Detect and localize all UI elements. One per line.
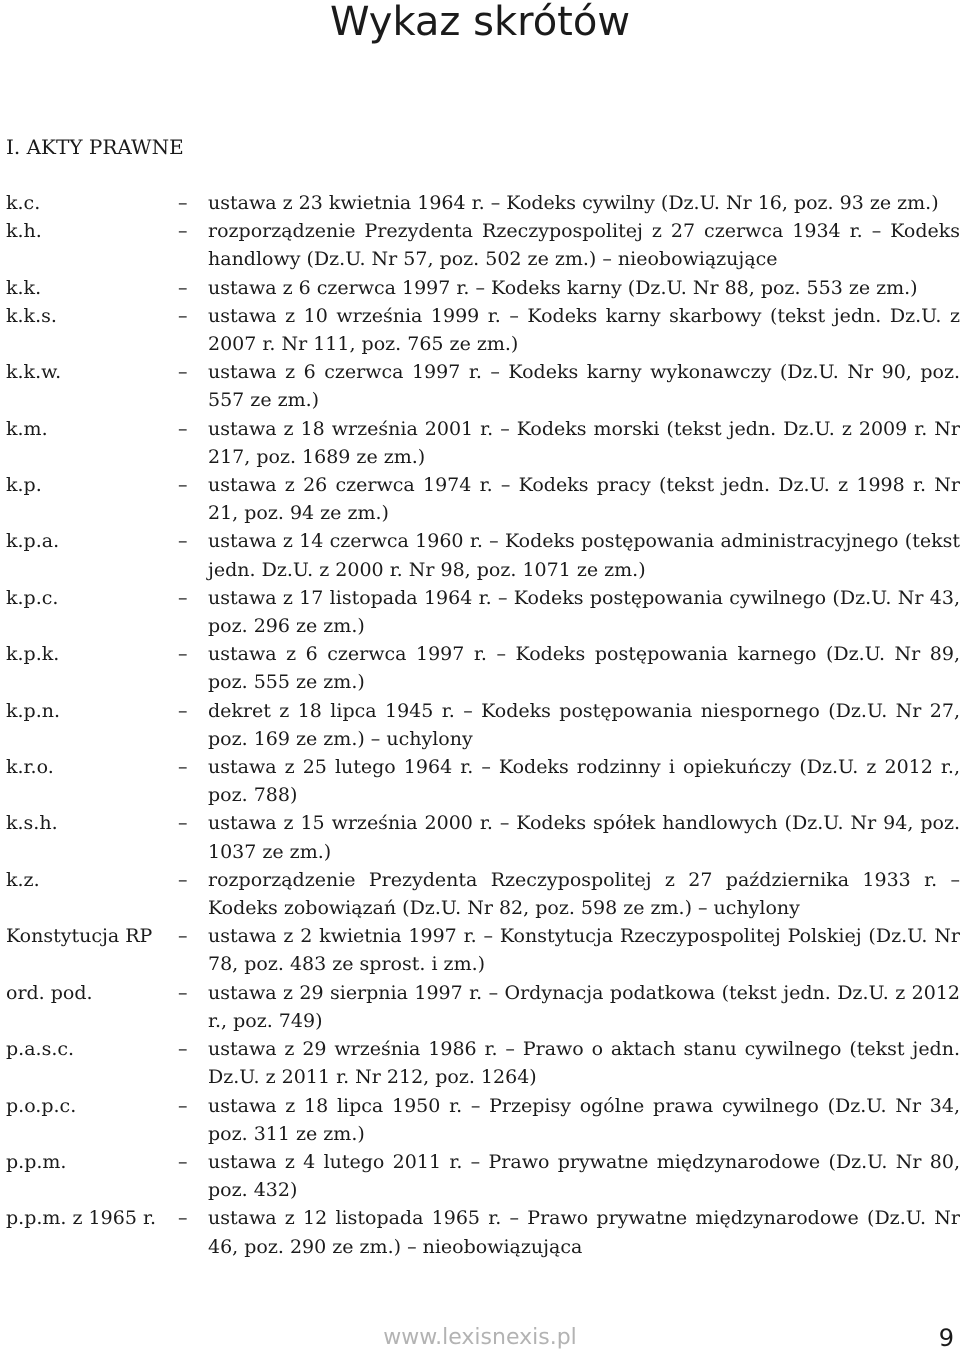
abbreviation-entry <box>6 1148 960 1204</box>
abbreviation-term: k.r.o. <box>6 756 54 779</box>
entry-dash: – <box>178 1150 188 1173</box>
entry-dash: – <box>178 220 188 243</box>
abbreviation-term: k.k.w. <box>6 361 62 384</box>
entry-dash: – <box>178 925 188 948</box>
entry-dash: – <box>178 276 188 299</box>
abbreviation-definition: ustawa z 6 czerwca 1997 r. – Kodeks postępowania karnego (Dz.U. Nr 89, poz. 555 ze zm.) <box>208 643 960 694</box>
abbreviation-entry <box>6 302 960 358</box>
abbreviation-term: Konstytucja RP <box>6 925 153 948</box>
abbreviation-definition: ustawa z 17 listopada 1964 r. – Kodeks postępowania cywilnego (Dz.U. Nr 43, poz. 296 ze zm.) <box>208 586 960 638</box>
abbreviation-term: k.k.s. <box>6 304 57 327</box>
entry-dash: – <box>178 868 188 891</box>
abbreviation-entry <box>6 979 960 1035</box>
entry-dash: – <box>178 812 188 835</box>
abbreviation-definition: ustawa z 25 lutego 1964 r. – Kodeks rodzinny i opiekuńczy (Dz.U. z 2012 r., poz. 788) <box>208 756 960 807</box>
abbreviation-term: k.s.h. <box>6 812 58 835</box>
abbreviation-term: k.p. <box>6 474 42 497</box>
entry-dash: – <box>178 756 188 779</box>
abbreviation-entry <box>6 189 960 217</box>
entry-dash: – <box>178 192 188 214</box>
entry-dash: – <box>178 474 188 497</box>
abbreviation-term: k.z. <box>6 868 40 891</box>
abbreviation-definition: dekret z 18 lipca 1945 r. – Kodeks postępowania niespornego (Dz.U. Nr 27, poz. 169 ze zm.) – uchylony <box>208 699 960 750</box>
abbreviation-entry <box>6 1035 960 1091</box>
abbreviation-entry <box>6 415 960 471</box>
abbreviation-term: k.p.n. <box>6 699 61 722</box>
abbreviation-definition: ustawa z 6 czerwca 1997 r. – Kodeks karny (Dz.U. Nr 88, poz. 553 ze zm.) <box>208 276 918 299</box>
abbreviation-definition: ustawa z 18 września 2001 r. – Kodeks morski (tekst jedn. Dz.U. z 2009 r. Nr 217, poz. 1689 ze zm.) <box>208 417 960 468</box>
section-heading: I. AKTY PRAWNE <box>6 135 184 159</box>
entry-dash: – <box>178 1038 188 1061</box>
abbreviation-definition: ustawa z 18 lipca 1950 r. – Przepisy ogólne prawa cywilnego (Dz.U. Nr 34, poz. 311 ze zm.) <box>208 1094 960 1145</box>
entry-dash: – <box>178 1207 188 1230</box>
abbreviation-entry <box>6 697 960 753</box>
abbreviation-entry <box>6 358 960 414</box>
abbreviation-term: k.p.a. <box>6 530 60 553</box>
abbreviation-entry <box>6 1204 960 1260</box>
abbreviation-list <box>6 189 960 1261</box>
abbreviation-term: ord. pod. <box>6 981 93 1004</box>
entry-dash: – <box>178 1094 188 1117</box>
abbreviation-entry <box>6 866 960 922</box>
abbreviation-definition: ustawa z 10 września 1999 r. – Kodeks karny skarbowy (tekst jedn. Dz.U. z 2007 r. Nr 111, poz. 765 ze zm.) <box>208 304 960 356</box>
abbreviation-entry <box>6 640 960 696</box>
footer-url: www.lexisnexis.pl <box>383 1325 577 1350</box>
abbreviation-term: k.p.k. <box>6 643 60 666</box>
abbreviation-entry <box>6 274 960 302</box>
abbreviation-term: p.p.m. <box>6 1150 67 1173</box>
abbreviation-term: k.p.c. <box>6 586 59 609</box>
abbreviation-definition: ustawa z 6 czerwca 1997 r. – Kodeks karny wykonawczy (Dz.U. Nr 90, poz. 557 ze zm.) <box>208 361 960 412</box>
entry-dash: – <box>178 699 188 722</box>
abbreviation-definition: rozporządzenie Prezydenta Rzeczypospolitej z 27 czerwca 1934 r. – Kodeks handlowy (Dz.U. Nr 57, poz. 502 ze zm.) – nieobowiązujące <box>208 220 960 271</box>
abbreviation-entry <box>6 922 960 978</box>
entry-dash: – <box>178 530 188 553</box>
abbreviation-entry <box>6 527 960 583</box>
entry-dash: – <box>178 361 188 384</box>
abbreviation-term: k.c. <box>6 192 41 214</box>
abbreviation-term: p.a.s.c. <box>6 1038 75 1061</box>
abbreviation-entry <box>6 753 960 809</box>
abbreviation-term: k.m. <box>6 417 48 440</box>
abbreviation-definition: ustawa z 12 listopada 1965 r. – Prawo prywatne międzynarodowe (Dz.U. Nr 46, poz. 290 ze zm.) – nieobowiązująca <box>208 1207 960 1258</box>
abbreviation-definition: ustawa z 29 września 1986 r. – Prawo o aktach stanu cywilnego (tekst jedn. Dz.U. z 2011 r. Nr 212, poz. 1264) <box>208 1038 960 1089</box>
abbreviation-entry <box>6 471 960 527</box>
page-title: Wykaz skrótów <box>329 0 631 45</box>
entry-dash: – <box>178 417 188 440</box>
abbreviation-definition: ustawa z 14 czerwca 1960 r. – Kodeks postępowania administracyjnego (tekst jedn. Dz.U. z 2000 r. Nr 98, poz. 1071 ze zm.) <box>208 530 960 581</box>
abbreviation-entry <box>6 217 960 273</box>
entry-dash: – <box>178 981 188 1004</box>
abbreviation-definition: ustawa z 4 lutego 2011 r. – Prawo prywatne międzynarodowe (Dz.U. Nr 80, poz. 432) <box>208 1150 960 1202</box>
abbreviation-entry <box>6 809 960 865</box>
abbreviation-term: k.k. <box>6 276 42 299</box>
abbreviation-entry <box>6 1092 960 1148</box>
page-number: 9 <box>938 1324 954 1352</box>
abbreviation-definition: ustawa z 26 czerwca 1974 r. – Kodeks pracy (tekst jedn. Dz.U. z 1998 r. Nr 21, poz. 94 ze zm.) <box>208 474 960 525</box>
abbreviation-definition: rozporządzenie Prezydenta Rzeczypospolitej z 27 października 1933 r. – Kodeks zobowiązań (Dz.U. Nr 82, poz. 598 ze zm.) – uchylony <box>208 868 960 920</box>
entry-dash: – <box>178 304 188 327</box>
abbreviation-definition: ustawa z 23 kwietnia 1964 r. – Kodeks cywilny (Dz.U. Nr 16, poz. 93 ze zm.) <box>208 192 939 214</box>
abbreviation-term: p.p.m. z 1965 r. <box>6 1207 156 1230</box>
abbreviation-term: p.o.p.c. <box>6 1094 77 1117</box>
entry-dash: – <box>178 586 188 609</box>
entry-dash: – <box>178 643 188 666</box>
abbreviation-term: k.h. <box>6 220 42 243</box>
abbreviation-definition: ustawa z 2 kwietnia 1997 r. – Konstytucja Rzeczypospolitej Polskiej (Dz.U. Nr 78, poz. 483 ze sprost. i zm.) <box>208 925 960 976</box>
abbreviation-entry <box>6 584 960 640</box>
abbreviation-definition: ustawa z 29 sierpnia 1997 r. – Ordynacja podatkowa (tekst jedn. Dz.U. z 2012 r., poz. 749) <box>208 981 960 1032</box>
abbreviation-definition: ustawa z 15 września 2000 r. – Kodeks spółek handlowych (Dz.U. Nr 94, poz. 1037 ze zm.) <box>208 812 960 863</box>
